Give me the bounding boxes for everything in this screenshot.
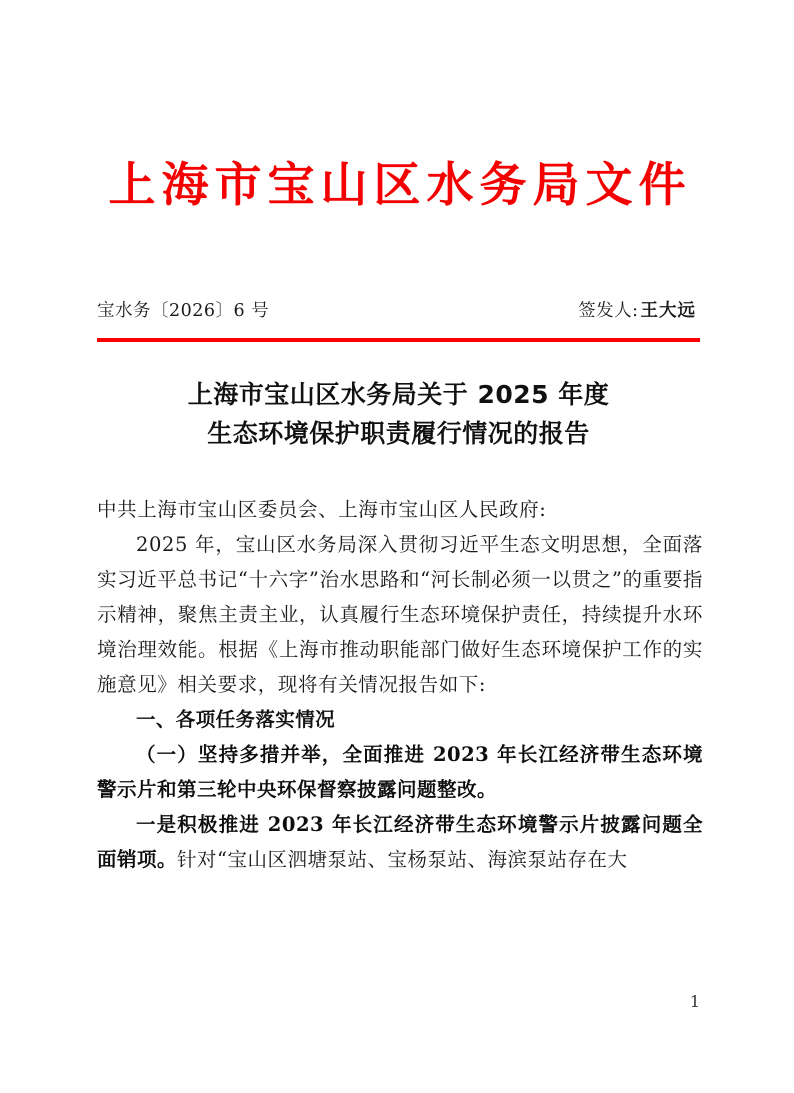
issuer-block bbox=[578, 297, 700, 322]
subsection-heading-1: （一）坚持多措并举，全面推进 2023 年长江经济带生态环境警示片和第三轮中央环保督察披露问题整改。 bbox=[97, 743, 703, 801]
page-title-line-1: 上海市宝山区水务局关于 2025 年度 bbox=[187, 380, 610, 409]
issuer-label: 签发人: bbox=[578, 301, 639, 321]
document-body bbox=[97, 492, 703, 877]
masthead bbox=[0, 160, 794, 212]
issuer-name: 王大远 bbox=[640, 301, 696, 321]
section-heading-1: 一、各项任务落实情况 bbox=[136, 708, 336, 731]
addressee-line: 中共上海市宝山区委员会、上海市宝山区人民政府: bbox=[97, 498, 547, 521]
intro-paragraph: 2025 年，宝山区水务局深入贯彻习近平生态文明思想，全面落实习近平总书记“十六字”治水思路和“河长制必须一以贯之”的重要指示精神，聚焦主责主业，认真履行生态环境保护责任，持续提升水环境治理效能。根据《上海市推动职能部门做好生态环境保护工作的实施意见》相关要求，现将有关情况报告如下: bbox=[97, 533, 703, 696]
masthead-title: 上海市宝山区水务局文件 bbox=[108, 158, 692, 213]
item-1-text: 针对“宝山区泗塘泵站、宝杨泵站、海滨泵站存在大 bbox=[177, 848, 628, 871]
item-1-lead: 一是积极推进 2023 年长江经济带生态环境警示片披露问题全面销项。 bbox=[97, 813, 703, 871]
document-number: 宝水务〔2026〕6 号 bbox=[97, 301, 270, 321]
page-number: 1 bbox=[689, 992, 700, 1011]
page-title bbox=[97, 375, 700, 453]
document-number-row bbox=[97, 297, 700, 322]
red-separator-rule bbox=[97, 338, 700, 342]
page-title-line-2: 生态环境保护职责履行情况的报告 bbox=[207, 419, 590, 448]
item-paragraph-1 bbox=[97, 807, 703, 877]
